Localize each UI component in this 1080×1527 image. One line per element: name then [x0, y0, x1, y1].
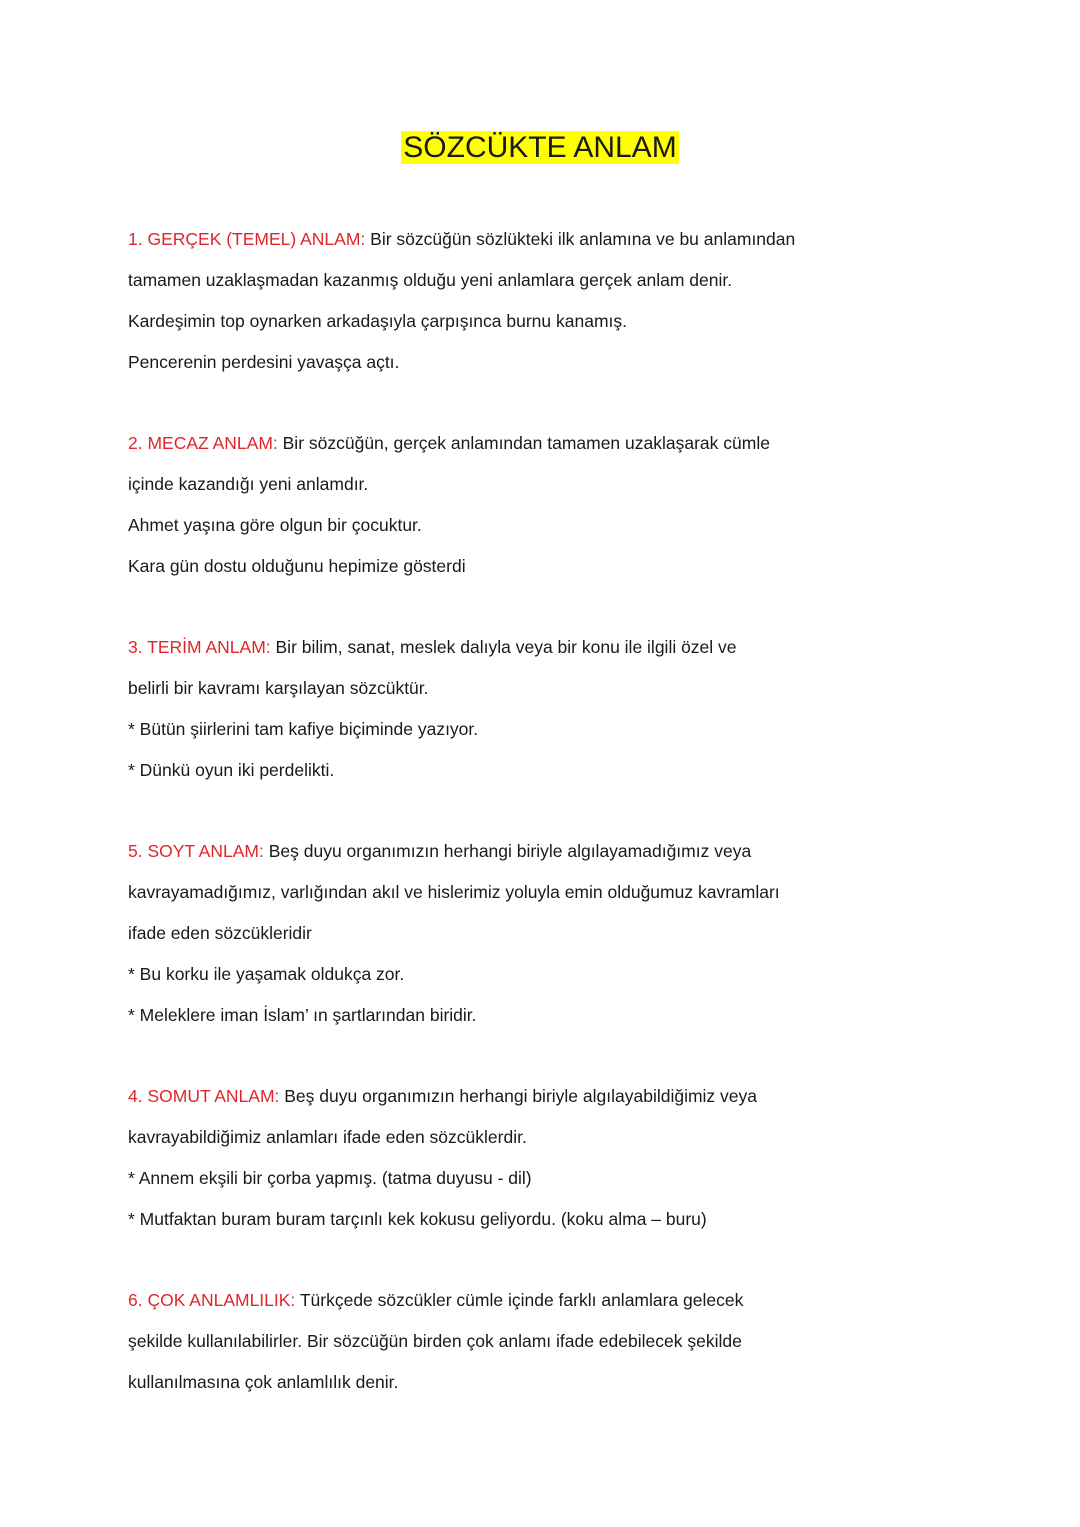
page-title [0, 128, 1080, 168]
section-gercek-anlam [128, 219, 828, 383]
example-sentence: * Mutfaktan buram buram tarçınlı kek kokusu geliyordu. (koku alma – buru) [128, 1209, 707, 1229]
definition-text: kullanılmasına çok anlamlılık denir. [128, 1372, 399, 1392]
section-heading: 1. GERÇEK (TEMEL) ANLAM: [128, 229, 366, 249]
definition-text: tamamen uzaklaşmadan kazanmış olduğu yeni anlamlara gerçek anlam denir. [128, 270, 733, 290]
example-sentence: * Meleklere iman İslam’ ın şartlarından biridir. [128, 1005, 477, 1025]
definition-text: Beş duyu organımızın herhangi biriyle algılayamadığımız veya [263, 841, 752, 861]
example-sentence: Ahmet yaşına göre olgun bir çocuktur. [128, 515, 422, 535]
definition-text: Bir sözcüğün sözlükteki ilk anlamına ve bu anlamından [365, 229, 796, 249]
page-title-text: SÖZCÜKTE ANLAM [403, 131, 677, 164]
section-heading: 4. SOMUT ANLAM: [128, 1086, 280, 1106]
section-heading: 3. TERİM ANLAM: [128, 637, 271, 657]
definition-text: Türkçede sözcükler cümle içinde farklı anlamlara gelecek [295, 1290, 744, 1310]
definition-text: kavrayamadığımız, varlığından akıl ve hislerimiz yoluyla emin olduğumuz kavramları [128, 882, 780, 902]
section-heading: 2. MECAZ ANLAM: [128, 433, 278, 453]
definition-text: Beş duyu organımızın herhangi biriyle algılayabildiğimiz veya [279, 1086, 758, 1106]
section-heading: 6. ÇOK ANLAMLILIK: [128, 1290, 296, 1310]
section-mecaz-anlam [128, 423, 828, 587]
example-sentence: * Bu korku ile yaşamak oldukça zor. [128, 964, 405, 984]
definition-text: belirli bir kavramı karşılayan sözcüktür. [128, 678, 429, 698]
section-first-line [128, 1076, 828, 1117]
definition-text: kavrayabildiğimiz anlamları ifade eden sözcüklerdir. [128, 1127, 527, 1147]
example-sentence: Pencerenin perdesini yavaşça açtı. [128, 352, 400, 372]
section-soyut-anlam [128, 831, 828, 1036]
definition-text: Bir bilim, sanat, meslek dalıyla veya bir konu ile ilgili özel ve [270, 637, 737, 657]
section-somut-anlam [128, 1076, 828, 1240]
definition-text: şekilde kullanılabilirler. Bir sözcüğün birden çok anlamı ifade edebilecek şekilde [128, 1331, 742, 1351]
example-sentence: Kardeşimin top oynarken arkadaşıyla çarpışınca burnu kanamış. [128, 311, 628, 331]
section-first-line [128, 423, 828, 464]
example-sentence: * Annem ekşili bir çorba yapmış. (tatma duyusu - dil) [128, 1168, 532, 1188]
definition-text: Bir sözcüğün, gerçek anlamından tamamen uzaklaşarak cümle [277, 433, 770, 453]
section-first-line [128, 831, 828, 872]
section-first-line [128, 1280, 828, 1321]
section-terim-anlam [128, 627, 828, 791]
example-sentence: Kara gün dostu olduğunu hepimize gösterdi [128, 556, 466, 576]
section-first-line [128, 627, 828, 668]
section-cok-anlamlilik [128, 1280, 828, 1403]
section-first-line [128, 219, 828, 260]
section-heading: 5. SOYT ANLAM: [128, 841, 264, 861]
definition-text: içinde kazandığı yeni anlamdır. [128, 474, 369, 494]
example-sentence: * Dünkü oyun iki perdelikti. [128, 760, 335, 780]
definition-text: ifade eden sözcükleridir [128, 923, 312, 943]
example-sentence: * Bütün şiirlerini tam kafiye biçiminde yazıyor. [128, 719, 479, 739]
